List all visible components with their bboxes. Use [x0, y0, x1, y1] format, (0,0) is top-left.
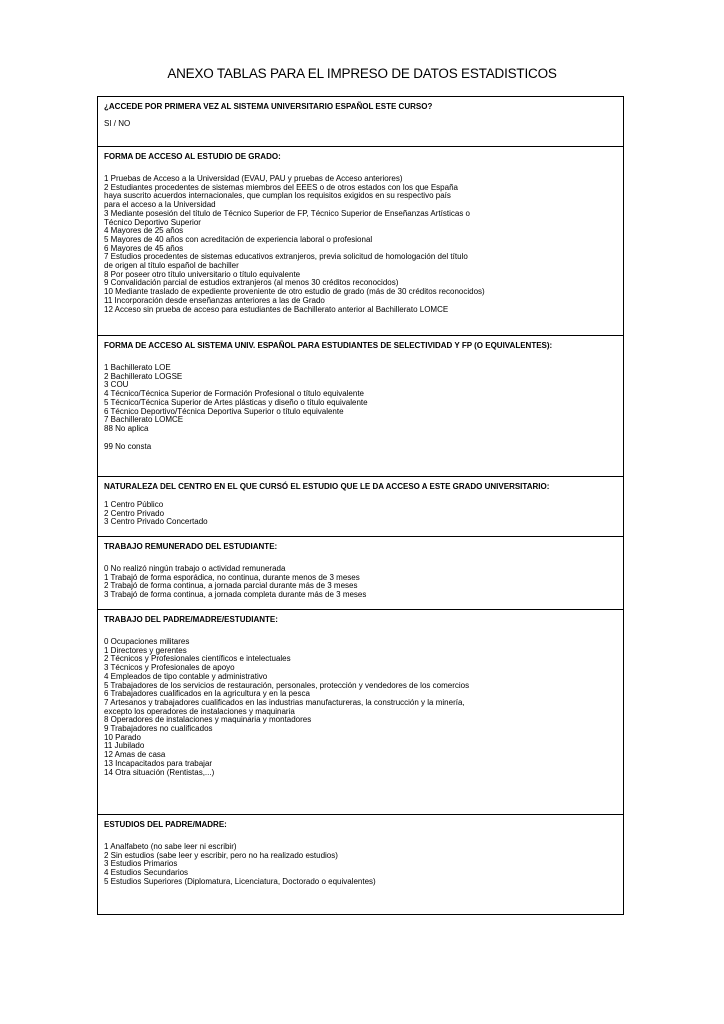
list-item: 9 Convalidación parcial de estudios extranjeros (al menos 30 créditos reconocidos) [104, 278, 399, 288]
list-item: 4 Empleados de tipo contable y administrativo [104, 671, 268, 681]
list-item: 11 Incorporación desde enseñanzas anteriores a las de Grado [104, 295, 325, 305]
section-access-system [98, 335, 623, 476]
statistics-table [97, 96, 624, 915]
list-item: 10 Parado [104, 732, 141, 742]
section-items [104, 501, 617, 527]
list-item: 99 No consta [104, 441, 152, 451]
list-item: 3 Trabajó de forma continua, a jornada completa durante más de 3 meses [104, 590, 367, 600]
list-item: 3 Técnicos y Profesionales de apoyo [104, 663, 235, 673]
list-item: 2 Trabajó de forma continua, a jornada parcial durante más de 3 meses [104, 581, 358, 591]
list-item: 5 Mayores de 40 años con acreditación de experiencia laboral o profesional [104, 234, 373, 244]
list-item: 3 Estudios Primarios [104, 859, 178, 869]
list-item: excepto los operadores de instalaciones y maquinaria [104, 706, 295, 716]
list-item: 1 Directores y gerentes [104, 645, 187, 655]
list-item: 14 Otra situación (Rentistas,...) [104, 767, 215, 777]
section-title: ¿ACCEDE POR PRIMERA VEZ AL SISTEMA UNIVERSITARIO ESPAÑOL ESTE CURSO? [104, 102, 433, 111]
section-items [104, 175, 617, 314]
list-item: haya suscrito acuerdos internacionales, que cumplan los requisitos exigidos en su respectivo país [104, 191, 451, 201]
page-title: ANEXO TABLAS PARA EL IMPRESO DE DATOS ESTADISTICOS [167, 66, 557, 81]
list-item: 0 No realizó ningún trabajo o actividad remunerada [104, 564, 286, 573]
section-items [104, 638, 617, 777]
list-item: 4 Técnico/Técnica Superior de Formación Profesional o título equivalente [104, 389, 364, 399]
list-item: 2 Sin estudios (sabe leer y escribir, pero no ha realizado estudios) [104, 850, 338, 860]
list-item: 4 Mayores de 25 años [104, 226, 184, 236]
list-item: 4 Estudios Secundarios [104, 868, 189, 878]
section-items [104, 120, 617, 129]
list-item: 11 Jubilado [104, 741, 145, 751]
section-items [104, 843, 617, 887]
list-item: 5 Estudios Superiores (Diplomatura, Licenciatura, Doctorado o equivalentes) [104, 876, 376, 886]
list-item: 3 COU [104, 380, 129, 390]
list-item: 2 Estudiantes procedentes de sistemas miembros del EEES o de otros estados con los que España [104, 182, 458, 192]
list-item: 6 Técnico Deportivo/Técnica Deportiva Superior o título equivalente [104, 406, 344, 416]
list-item: 2 Bachillerato LOGSE [104, 371, 183, 381]
list-item: de origen al título español de bachiller [104, 261, 239, 271]
list-item: 1 Pruebas de Acceso a la Universidad (EVAU, PAU y pruebas de Acceso anteriores) [104, 174, 403, 183]
section-parent-studies [98, 814, 623, 914]
list-item: 0 Ocupaciones militares [104, 637, 190, 646]
section-title: NATURALEZA DEL CENTRO EN EL QUE CURSÓ EL ESTUDIO QUE LE DA ACCESO A ESTE GRADO UNIVERSITARIO: [104, 482, 550, 491]
section-title: TRABAJO DEL PADRE/MADRE/ESTUDIANTE: [104, 615, 278, 624]
section-title: ESTUDIOS DEL PADRE/MADRE: [104, 820, 227, 829]
section-title: FORMA DE ACCESO AL SISTEMA UNIV. ESPAÑOL PARA ESTUDIANTES DE SELECTIVIDAD Y FP (O EQUIVALENTES): [104, 341, 553, 350]
list-item: 5 Técnico/Técnica Superior de Artes plásticas y diseño o título equivalente [104, 397, 368, 407]
list-item: 1 Analfabeto (no sabe leer ni escribir) [104, 842, 237, 851]
list-item: Técnico Deportivo Superior [104, 217, 201, 227]
list-item: 7 Artesanos y trabajadores cualificados en las industrias manufactureras, la construcción y la minería, [104, 697, 465, 707]
section-title: FORMA DE ACCESO AL ESTUDIO DE GRADO: [104, 152, 281, 161]
section-title: TRABAJO REMUNERADO DEL ESTUDIANTE: [104, 542, 278, 551]
list-item: 6 Trabajadores cualificados en la agricultura y en la pesca [104, 689, 310, 699]
list-item: 8 Por poseer otro título universitario o título equivalente [104, 269, 301, 279]
list-item: 10 Mediante traslado de expediente proveniente de otro estudio de grado (más de 30 créditos reconocidos) [104, 287, 485, 297]
list-item: 7 Estudios procedentes de sistemas educativos extranjeros, previa solicitud de homologación del título [104, 252, 468, 262]
list-item: 9 Trabajadores no cualificados [104, 724, 213, 734]
section-student-work [98, 536, 623, 609]
section-items [104, 364, 617, 451]
section-access-form [98, 146, 623, 335]
list-item: 88 No aplica [104, 423, 149, 433]
list-item: 1 Centro Público [104, 500, 164, 509]
list-item: SI / NO [104, 119, 131, 128]
list-item: 12 Amas de casa [104, 750, 166, 760]
list-item: 2 Técnicos y Profesionales científicos e intelectuales [104, 654, 291, 664]
section-center-type [98, 476, 623, 536]
list-item: 12 Acceso sin prueba de acceso para estudiantes de Bachillerato anterior al Bachillerato LOMCE [104, 304, 449, 314]
list-item: para el acceso a la Universidad [104, 200, 216, 210]
list-item: 13 Incapacitados para trabajar [104, 758, 213, 768]
list-item: 5 Trabajadores de los servicios de restauración, personales, protección y vendedores de los comercios [104, 680, 470, 690]
list-item: 1 Trabajó de forma esporádica, no continua, durante menos de 3 meses [104, 572, 360, 582]
section-first-access [98, 97, 623, 146]
list-item: 6 Mayores de 45 años [104, 243, 184, 253]
list-item: 2 Centro Privado [104, 508, 165, 518]
list-item: 8 Operadores de instalaciones y maquinaria y montadores [104, 715, 312, 725]
list-item: 1 Bachillerato LOE [104, 363, 171, 372]
section-items [104, 565, 617, 600]
section-parent-work [98, 609, 623, 814]
list-item: 3 Mediante posesión del título de Técnico Superior de FP, Técnico Superior de Enseñanzas Artísticas o [104, 208, 470, 218]
list-item: 7 Bachillerato LOMCE [104, 415, 184, 425]
list-item: 3 Centro Privado Concertado [104, 517, 208, 527]
